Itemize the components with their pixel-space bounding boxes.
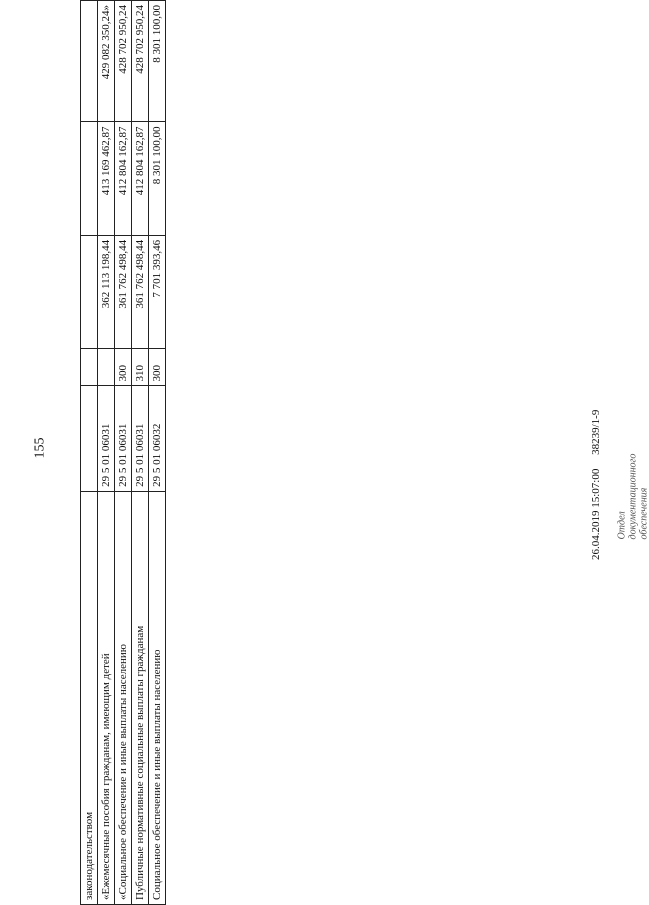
- cell-v1: 7 701 393,46: [149, 235, 166, 348]
- cell-name: Социальное обеспечение и иные выплаты населению: [149, 491, 166, 904]
- footer-doc-id: 38239/1-9: [590, 409, 602, 455]
- cell-code: 29 5 01 06032: [149, 386, 166, 491]
- table-row: [98, 1, 115, 905]
- table-row: [81, 1, 98, 905]
- cell-v3: 428 702 950,24: [132, 1, 149, 122]
- cell-v2: [81, 122, 98, 235]
- cell-name: «Социальное обеспечение и иные выплаты населению: [115, 491, 132, 904]
- cell-v3: 8 301 100,00: [149, 1, 166, 122]
- cell-code: 29 5 01 06031: [115, 386, 132, 491]
- cell-v1: 361 762 498,44: [132, 235, 149, 348]
- cell-type: [98, 349, 115, 386]
- cell-name: Публичные нормативные социальные выплаты гражданам: [132, 491, 149, 904]
- cell-v2: 413 169 462,87: [98, 122, 115, 235]
- cell-name: «Ежемесячные пособия гражданам, имеющим детей: [98, 491, 115, 904]
- cell-type: 300: [115, 349, 132, 386]
- cell-v2: 412 804 162,87: [132, 122, 149, 235]
- cell-code: [81, 386, 98, 491]
- page-number: 155: [32, 437, 48, 459]
- department-stamp: Отдел документационного обеспечения: [616, 453, 649, 540]
- footer: [590, 410, 602, 560]
- cell-v3: 429 082 350,24»: [98, 1, 115, 122]
- cell-v3: 428 702 950,24: [115, 1, 132, 122]
- cell-v1: 362 113 198,44: [98, 235, 115, 348]
- cell-v3: [81, 1, 98, 122]
- footer-timestamp: 26.04.2019 15:07:00: [590, 468, 602, 560]
- budget-table: [80, 0, 166, 905]
- table-row: [132, 1, 149, 905]
- cell-code: 29 5 01 06031: [132, 386, 149, 491]
- table-row: [115, 1, 132, 905]
- cell-v1: [81, 235, 98, 348]
- table-row: [149, 1, 166, 905]
- cell-type: [81, 349, 98, 386]
- cell-type: 310: [132, 349, 149, 386]
- cell-v1: 361 762 498,44: [115, 235, 132, 348]
- cell-code: 29 5 01 06031: [98, 386, 115, 491]
- cell-type: 300: [149, 349, 166, 386]
- cell-name: законодательством: [81, 491, 98, 904]
- cell-v2: 412 804 162,87: [115, 122, 132, 235]
- cell-v2: 8 301 100,00: [149, 122, 166, 235]
- rotated-table: [80, 0, 640, 905]
